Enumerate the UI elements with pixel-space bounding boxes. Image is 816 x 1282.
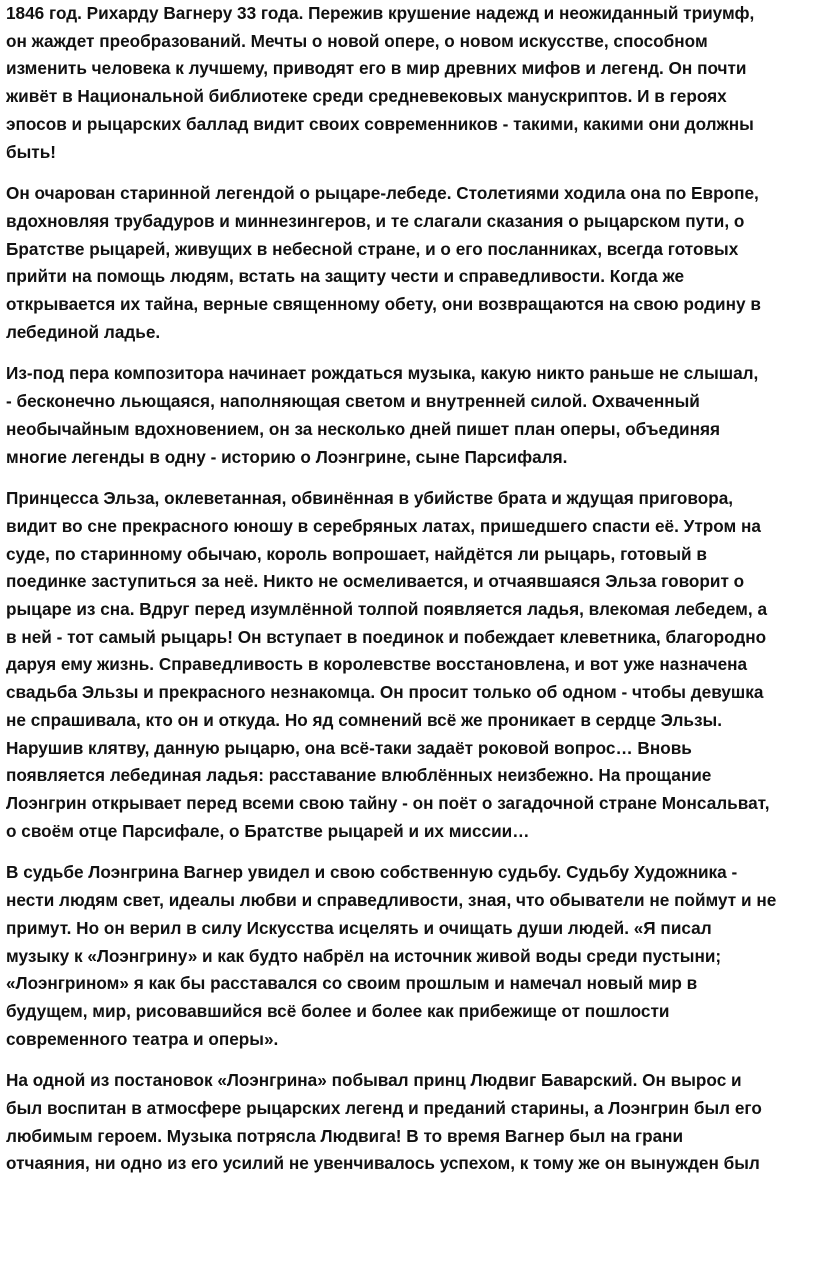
paragraph-5 <box>6 859 812 1053</box>
text-line: появляется лебединая ладья: расставание влюблённых неизбежно. На прощание <box>6 765 712 786</box>
text-line: свадьба Эльзы и прекрасного незнакомца. Он просит только об одном - чтобы девушка <box>6 682 764 703</box>
text-line: живёт в Национальной библиотеке среди средневековых манускриптов. И в героях <box>6 86 727 107</box>
text-line: нести людям свет, идеалы любви и справедливости, зная, что обыватели не поймут и не <box>6 890 777 911</box>
text-line: видит во сне прекрасного юношу в серебряных латах, пришедшего спасти её. Утром на <box>6 515 761 536</box>
text-line: изменить человека к лучшему, приводят его в мир древних мифов и легенд. Он почти <box>6 58 747 79</box>
text-line: - бесконечно льющаяся, наполняющая светом и внутренней силой. Охваченный <box>6 391 700 412</box>
text-line: в ней - тот самый рыцарь! Он вступает в поединок и побеждает клеветника, благородно <box>6 626 767 647</box>
paragraph-3 <box>6 360 812 471</box>
text-line: прийти на помощь людям, встать на защиту чести и справедливости. Когда же <box>6 266 685 287</box>
text-line: быть! <box>6 141 57 162</box>
text-line: Из-под пера композитора начинает рождаться музыка, какую никто раньше не слышал, <box>6 363 759 384</box>
text-line: Нарушив клятву, данную рыцарю, она всё-таки задаёт роковой вопрос… Вновь <box>6 737 692 758</box>
text-line: Принцесса Эльза, оклеветанная, обвинённая в убийстве брата и ждущая приговора, <box>6 488 734 509</box>
text-line: 1846 год. Рихарду Вагнеру 33 года. Пережив крушение надежд и неожиданный триумф, <box>6 3 755 23</box>
text-line: суде, по старинному обычаю, король вопрошает, найдётся ли рыцарь, готовый в <box>6 543 707 564</box>
text-line: был воспитан в атмосфере рыцарских легенд и преданий старины, а Лоэнгрин был его <box>6 1098 762 1119</box>
paragraph-2 <box>6 180 812 346</box>
text-line: эпосов и рыцарских баллад видит своих современников - такими, какими они должны <box>6 113 754 134</box>
text-line: На одной из постановок «Лоэнгрина» побывал принц Людвиг Баварский. Он вырос и <box>6 1070 742 1091</box>
text-line: рыцаре из сна. Вдруг перед изумлённой толпой появляется ладья, влекомая лебедем, а <box>6 599 767 620</box>
text-line: Братстве рыцарей, живущих в небесной стране, и о его посланниках, всегда готовых <box>6 238 739 259</box>
text-line: любимым героем. Музыка потрясла Людвига! В то время Вагнер был на грани <box>6 1125 684 1146</box>
paragraph-4 <box>6 485 812 845</box>
text-line: вдохновляя трубадуров и миннезингеров, и те слагали сказания о рыцарском пути, о <box>6 210 745 231</box>
text-line: поединке заступиться за неё. Никто не осмеливается, и отчаявшаяся Эльза говорит о <box>6 571 745 592</box>
text-line: Он очарован старинной легендой о рыцаре-лебеде. Столетиями ходила она по Европе, <box>6 183 759 204</box>
text-line: даруя ему жизнь. Справедливость в королевстве восстановлена, и вот уже назначена <box>6 654 748 675</box>
text-line: В судьбе Лоэнгрина Вагнер увидел и свою собственную судьбу. Судьбу Художника - <box>6 862 738 883</box>
text-line: лебединой ладье. <box>6 321 161 342</box>
paragraph-1 <box>6 0 812 166</box>
text-line: он жаждет преобразований. Мечты о новой опере, о новом искусстве, способном <box>6 30 708 51</box>
text-line: будущем, мир, рисовавшийся всё более и более как прибежище от пошлости <box>6 1000 670 1021</box>
text-line: «Лоэнгрином» я как бы расставался со своим прошлым и намечал новый мир в <box>6 973 698 994</box>
document-page <box>6 0 812 1192</box>
text-line: примут. Но он верил в силу Искусства исцелять и очищать души людей. «Я писал <box>6 917 712 938</box>
text-line: открывается их тайна, верные священному обету, они возвращаются на свою родину в <box>6 294 761 315</box>
text-line: отчаяния, ни одно из его усилий не увенчивалось успехом, к тому же он вынужден был <box>6 1153 760 1174</box>
text-line: Лоэнгрин открывает перед всеми свою тайну - он поёт о загадочной стране Монсальват, <box>6 792 770 813</box>
text-line: о своём отце Парсифале, о Братстве рыцарей и их миссии… <box>6 820 530 841</box>
text-line: музыку к «Лоэнгрину» и как будто набрёл на источник живой воды среди пустыни; <box>6 945 722 966</box>
text-line: необычайным вдохновением, он за несколько дней пишет план оперы, объединяя <box>6 418 721 439</box>
text-line: многие легенды в одну - историю о Лоэнгрине, сыне Парсифаля. <box>6 446 568 467</box>
text-line: современного театра и оперы». <box>6 1028 279 1049</box>
paragraph-6 <box>6 1067 812 1178</box>
text-line: не спрашивала, кто он и откуда. Но яд сомнений всё же проникает в сердце Эльзы. <box>6 709 722 730</box>
